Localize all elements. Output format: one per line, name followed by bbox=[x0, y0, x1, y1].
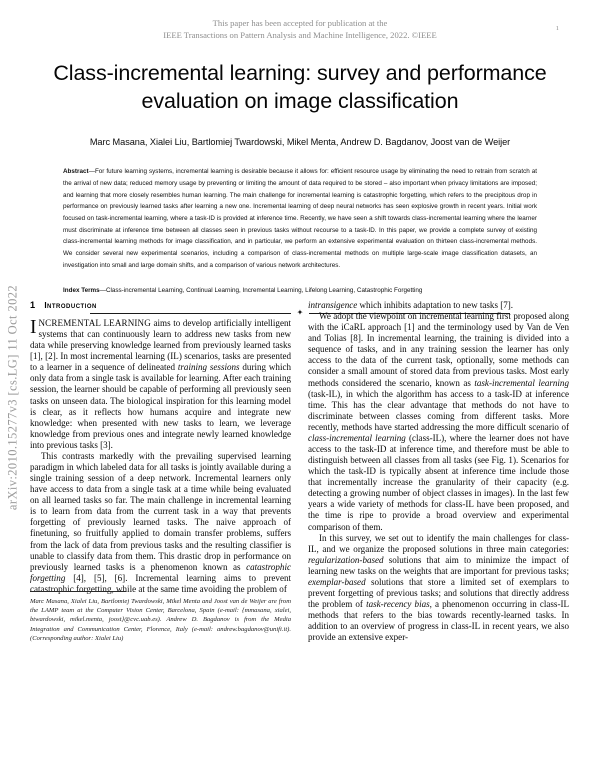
left-paragraph-2-text: This contrasts markedly with the prevailing supervised learning paradigm in which labeled data for all tasks is jointly available during a single training session of a deep network. Incremental learners only have access to data from a single task at a time while being evaluated on all learned tasks so far. The main challenge in incremental learning is to learn from data from the current task in a way that prevents forgetting of previously learned tasks. The naive approach of finetuning, so fruitfully applied to domain transfer problems, suffers from the lack of data from previous tasks and the resulting classifier is unable to classify data from them. This drastic drop in performance on previously learned tasks is a phenomenon known as bbox=[30, 450, 291, 572]
left-paragraph-1-text: aims to develop artificially intelligent systems that can continuously learn to address new tasks from new data while preserving knowledge learned from previously learned tasks [1], [2]. In most incremental learning (IL) scenarios, tasks are presented to a learner in a sequence of delineated bbox=[30, 318, 291, 373]
right-paragraph-3-italic-a: regularization-based bbox=[308, 554, 384, 565]
right-paragraph-2-text-cont-b: (class-IL), where the learner does not have access to the task-ID at inference time, and therefore must be able to distinguish between all classes from all tasks (see Fig. 1). Scenarios for which the task-ID is typically absent at inference time include those that incrementally increase the granularity of their capacity (e.g. detecting a growing number of object classes in images). In the last few years a wide variety of methods for class-IL have been proposed, and the time is ripe to provide a broad overview and experimental comparison of them. bbox=[308, 432, 569, 532]
right-paragraph-2-italic-a: task-incremental learning bbox=[474, 377, 569, 388]
right-paragraph-3-text-cont-c: , a phenomenon occurring in class-IL methods that refers to the bias towards recently-learned tasks. In addition to an overview of progress in class-IL in recent years, we also provide an extensive exper- bbox=[308, 599, 569, 643]
left-paragraph-2 bbox=[30, 451, 291, 595]
left-paragraph-2-italic: catastrophic forgetting bbox=[30, 561, 291, 583]
footnote-block bbox=[30, 591, 291, 644]
right-column bbox=[308, 300, 569, 643]
index-terms-label: Index Terms bbox=[63, 286, 100, 294]
left-paragraph-1-italic: training sessions bbox=[177, 362, 240, 373]
abstract-dash: — bbox=[88, 168, 95, 176]
right-paragraph-3-text: In this survey, we set out to identify the main challenges for class-IL, and we organize the proposed solutions in three main categories: bbox=[308, 532, 569, 554]
footnote-text: Marc Masana, Xialei Liu, Bartlomiej Twardowski, Mikel Menta and Joost van de Weijer are from the LAMP team at the Computer Vision Center, Barcelona, Spain (e-mail: {mmasana, xialei, btwardowski, mikel.menta, joost}@cvc.uab.es). Andrew D. Bagdanov is from the Media Integration and Communication Center, Florence, Italy (e-mail: andrew.bagdanov@unifi.it). (Corresponding author: Xialei Liu) bbox=[30, 597, 291, 643]
right-paragraph-1-italic-lead: intransigence bbox=[308, 300, 358, 310]
right-paragraph-3-text-cont-b: solutions that store a limited set of exemplars to prevent forgetting of previous tasks; and solutions that directly address the problem of bbox=[308, 576, 569, 610]
right-paragraph-1 bbox=[308, 300, 569, 311]
section-heading-introduction bbox=[30, 300, 291, 310]
abstract-paragraph bbox=[63, 166, 537, 271]
right-paragraph-2-text-cont-a: (task-IL), in which the algorithm has access to a task-ID at inference time. This has the clear advantage that methods do not have to discriminate between classes coming from different tasks. More recently, methods have started addressing the more difficult scenario of bbox=[308, 388, 569, 432]
index-terms-text: Class-incremental Learning, Continual Learning, Incremental Learning, Lifelong Learning, Catastrophic Forgetting bbox=[105, 286, 423, 294]
right-paragraph-3 bbox=[308, 533, 569, 644]
left-paragraph-1 bbox=[30, 318, 291, 451]
left-column bbox=[30, 300, 291, 643]
abstract-text: For future learning systems, incremental learning is desirable because it allows for: efficient resource usage by eliminating the need to retrain from scratch at the arrival of new data; reduced memory usage by preventing or limiting the amount of data required to be stored – also important when privacy limitations are imposed; and learning that more closely resembles human learning. The main challenge for incremental learning is catastrophic forgetting, which refers to the precipitous drop in performance on previously learned tasks after learning a new one. Incremental learning of deep neural networks has seen explosive growth in recent years. Initial work focused on task-incremental learning, where a task-ID is provided at inference time. Recently, we have seen a shift towards class-incremental learning where the learner must discriminate at inference time between all classes seen in previous tasks without recourse to a task-ID. In this paper, we provide a complete survey of existing class-incremental learning methods for image classification, and in particular, we perform an extensive experimental evaluation on thirteen class-incremental methods. We consider several new experimental scenarios, including a comparison of class-incremental methods on multiple large-scale image classification datasets, an investigation into small and large domain shifts, and a comparison of various network architectures. bbox=[63, 168, 537, 269]
publication-note-line-2: IEEE Transactions on Pattern Analysis and Machine Intelligence, 2022. ©IEEE bbox=[163, 30, 437, 41]
index-terms-dash: — bbox=[99, 286, 106, 294]
right-paragraph-2 bbox=[308, 311, 569, 533]
right-paragraph-3-italic-b: exemplar-based bbox=[308, 576, 366, 587]
page-number: 1 bbox=[555, 25, 559, 32]
body-columns bbox=[30, 300, 570, 643]
publication-note-line-1: This paper has been accepted for publication at the bbox=[212, 18, 388, 28]
left-paragraph-1-smallcaps: NCREMENTAL LEARNING bbox=[38, 318, 151, 328]
author-list: Marc Masana, Xialei Liu, Bartlomiej Twardowski, Mikel Menta, Andrew D. Bagdanov, Joost van de Weijer bbox=[89, 137, 511, 148]
abstract-label: Abstract bbox=[63, 168, 89, 176]
left-paragraph-2-text-cont: [4], [5], [6]. Incremental learning aims to prevent catastrophic forgetting, while at the same time avoiding the problem of bbox=[30, 572, 291, 594]
footnote-rule bbox=[30, 591, 126, 592]
drop-cap: I bbox=[30, 317, 37, 338]
diamond-icon: ✦ bbox=[296, 307, 304, 317]
section-number: 1 bbox=[30, 300, 36, 310]
arxiv-stamp: arXiv:2010.15277v3 [cs.LG] 11 Oct 2022 bbox=[5, 284, 20, 511]
right-paragraph-1-text: which inhibits adaptation to new tasks [7]. bbox=[357, 300, 514, 310]
right-paragraph-3-text-cont-a: solutions that aim to minimize the impact of learning new tasks on the weights that are important for previous tasks; bbox=[308, 554, 569, 576]
section-title: Introduction bbox=[44, 301, 97, 310]
left-paragraph-1-text-cont: during which only data from a single task is available for learning. After each training session, the learner should be capable of performing all previously seen tasks on unseen data. The biological inspiration for this learning model is clear, as it reflects how humans acquire and integrate new knowledge: when presented with new tasks to learn, we leverage knowledge from previous ones and integrate newly learned knowledge into previous tasks [3]. bbox=[30, 362, 291, 450]
paper-title: Class-incremental learning: survey and performance evaluation on image classification bbox=[53, 60, 547, 114]
paper-page bbox=[30, 0, 570, 776]
right-paragraph-2-text: We adopt the viewpoint on incremental learning first proposed along with the iCaRL approach [1] and the terminology used by Van de Ven and Tolias [8]. In incremental learning, the training is divided into a sequence of tasks, and in any training session the learner has only access to the data of the current task, optionally, some methods can consider a small amount of stored data from previous tasks. Most early methods considered the scenario, known as bbox=[308, 311, 569, 388]
right-paragraph-3-italic-c: task-recency bias bbox=[366, 599, 430, 610]
publication-note bbox=[30, 17, 570, 42]
index-terms bbox=[63, 285, 537, 296]
right-paragraph-2-italic-b: class-incremental learning bbox=[308, 432, 406, 443]
abstract-block bbox=[63, 166, 537, 296]
